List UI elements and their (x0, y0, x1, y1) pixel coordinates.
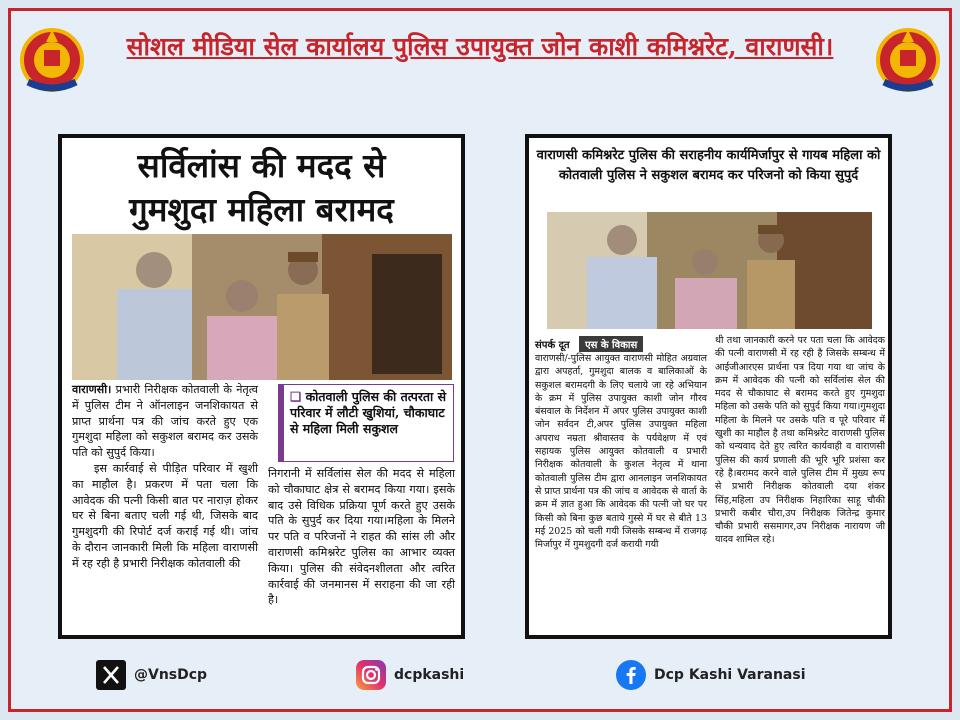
byline (535, 336, 643, 352)
highlight-box (278, 384, 454, 462)
up-police-emblem-left (14, 20, 90, 96)
social-facebook-link[interactable] (616, 660, 806, 690)
paragraph-3: निगरानी में सर्विलांस सेल की मदद से महिला को चौकाघाट क्षेत्र से बरामद किया गया। इसके बाद उसे विधिक प्रक्रिया पूर्ण करते हुए उसके पति के सुपुर्द कर दिया गया।महिला के मिलने पर पति व परिजनों ने राहत की सांस ली और वाराणसी कमिश्नरेट पुलिस का आभार व्यक्त किया। पुलिस की संवेदनशीलता और त्वरित कार्रवाई की जनमानस में सराहना की जा रही है। (268, 467, 455, 607)
news-clipping-right (525, 134, 892, 639)
headline-line-2: गुमशुदा महिला बरामद (129, 190, 394, 229)
byline-name: एस के विकास (579, 336, 643, 352)
facebook-handle: Dcp Kashi Varanasi (654, 667, 806, 683)
checkbox-icon: ❑ (290, 389, 302, 404)
paragraph-right-1: वाराणसी/-पुलिस आयुक्त वाराणसी मोहित अग्रवाल द्वारा अपहर्ता, गुमशुदा बालक व बालिकाओं के सकुशल बरामदगी के लिए चलाये जा रहे अभियान के क्रम में पुलिस उपायुक्त काशी जोन गौरव बंसवाल के निर्देशन में अपर पुलिस उपायुक्त काशी जोन सर्वदन टी,अपर पुलिस उपायुक्त महिला अपराध नम्रता श्रीवास्तव के पर्यवेक्षण में एवं सहायक पुलिस आयुक्त कोतवाली व प्रभारी निरीक्षक कोतवाली के कुशल नेतृत्व में थाना कोतवाली पुलिस टीम द्वारा आनलाइन जनशिकायत से प्राप्त प्रार्थना पत्र की जांच व आवेदक से वार्ता के क्रम में ज्ञात हुआ कि आवेदक की पत्नी जो घर पर किसी को बिना कुछ बताये गुस्से में घर से बीते 13 मई 2025 को चली गयी जिसके सम्बन्ध में राजगढ़ मिर्जापुर में गुमशुदगी दर्ज करायी गयी (535, 353, 707, 551)
facebook-icon (616, 660, 646, 690)
byline-label: संपर्क दूत (535, 340, 570, 351)
news-photo-right (547, 212, 872, 329)
clipping-headline-right: वाराणसी कमिश्नरेट पुलिस की सराहनीय कार्यमिर्जापुर से गायब महिला को कोतवाली पुलिस ने सकुशल बरामद कर परिजनो को किया सुपुर्द (536, 148, 881, 183)
instagram-handle: dcpkashi (394, 667, 465, 683)
social-x-link[interactable] (96, 660, 207, 690)
clipping-headline (62, 138, 461, 234)
highlight-text: कोतवाली पुलिस की तत्परता से परिवार में लौटी खुशियां, चौकाघाट से महिला मिली सकुशल (290, 389, 447, 436)
article-column-right-1 (535, 352, 707, 551)
social-instagram-link[interactable] (356, 660, 464, 690)
article-column-right-2 (715, 334, 885, 547)
x-icon (96, 660, 126, 690)
page-title: सोशल मीडिया सेल कार्यालय पुलिस उपायुक्त जोन काशी कमिश्नरेट, वाराणसी। (126, 32, 834, 61)
paragraph-2: इस कार्रवाई से पीड़ित परिवार में खुशी का माहौल है। प्रकरण में पता चला कि आवेदक की पत्नी किसी बात पर नाराज़ होकर घर से बिना बताए चली गई थी, जिसके बाद गुमशुदगी की रिपोर्ट दर्ज कराई गई थी। जांच के दौरान जानकारी मिली कि महिला वाराणसी में रह रही है प्रभारी निरीक्षक कोतवाली की (72, 461, 258, 570)
headline-line-1: सर्विलांस की मदद से (137, 146, 386, 185)
paragraph-1: प्रभारी निरीक्षक कोतवाली के नेतृत्व में पुलिस टीम ने ऑनलाइन जनशिकायत से प्राप्त प्रार्थना पत्र की जांच करते हुए एक गुमशुदा महिला को सकुशल बरामद कर उसके पति को सुपुर्द किया। (72, 383, 258, 460)
news-clipping-left (58, 134, 465, 639)
up-police-emblem-right (870, 20, 946, 96)
article-column-1 (72, 382, 258, 572)
news-photo (72, 234, 452, 380)
article-column-2 (268, 466, 455, 608)
instagram-icon (356, 660, 386, 690)
dateline: वाराणसी। (72, 382, 112, 396)
paragraph-right-2: थी तथा जानकारी करने पर पता चला कि आवेदक की पत्नी वाराणसी में रह रही है जिसके सम्बन्ध में आईजीआरएस प्रार्थना पत्र दिया गया था जांच के क्रम में आवेदक की पत्नी को सर्विलांस सेल की मदद से चौकाघाट से बरामद करते हुए गुमशुदा महिला को उसके पति को सुपुर्द किया गया।गुमशुदा महिला के मिलने पर उसके पति व पूरे परिवार में खुशी का माहौल है तथा कमिश्नरेट वाराणसी पुलिस को धन्यवाद देते हुए त्वरित कार्यवाही व वाराणसी पुलिस की कार्य प्रणाली की भूरि भूरि प्रशंसा कर रहे है।बरामद करने वाले पुलिस टीम में मुख्य रूप से प्रभारी निरीक्षक कोतवाली दया शंकर सिंह,महिला उप निरीक्षक निहारिका साहू चौकी प्रभारी कबीर चौरा,उप निरीक्षक जितेन्द्र कुमार चौकी प्रभारी ससमागर,उप निरीक्षक नारायण जी यादव शामिल रहे। (715, 335, 885, 546)
x-handle: @VnsDcp (134, 667, 208, 683)
